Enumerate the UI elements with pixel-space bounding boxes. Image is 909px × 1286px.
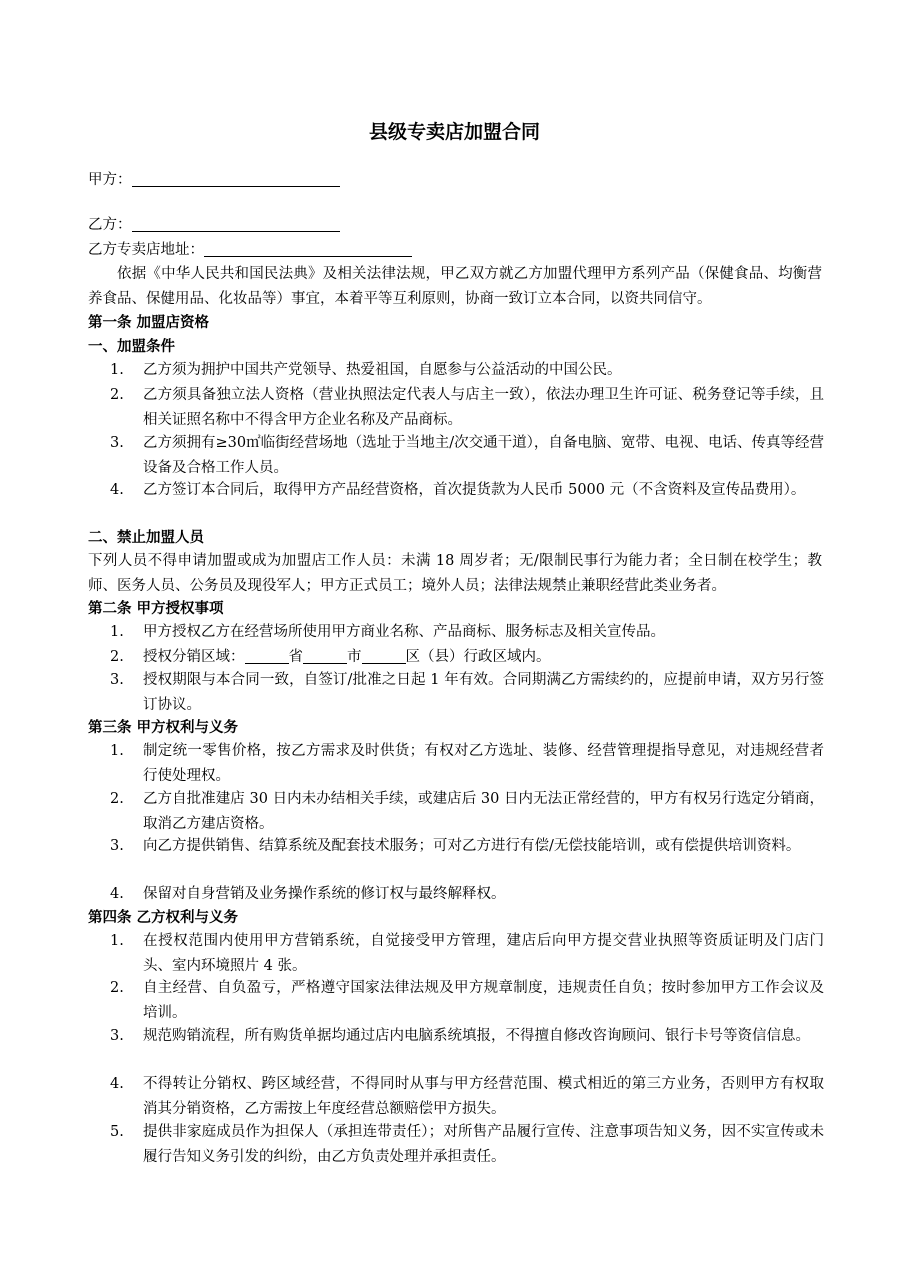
list-item [110,383,824,432]
document-title: 县级专卖店加盟合同 [368,121,540,143]
prohibited-persons-text: 下列人员不得申请加盟或成为加盟店工作人员：未满 18 周岁者；无/限制民事行为能力者；全日制在校学生；教师、医务人员、公务员及现役军人；甲方正式员工；境外人员；法律法规禁止兼职经营此类业务者。 [88,553,822,594]
item-number: 1. [110,743,124,759]
item-number: 3. [110,1028,124,1044]
city-label: 市 [347,649,362,665]
list-item [110,787,824,836]
item-number: 2. [110,791,124,807]
item-text: 乙方签订本合同后，取得甲方产品经营资格，首次提货款为人民币 5000 元（不含资料及宣传品费用）。 [143,482,806,498]
article-4-heading: 第四条 乙方权利与义务 [88,909,239,926]
item-number: 4. [110,482,124,498]
item-number: 2. [110,649,124,665]
district-label: 区（县）行政区域内。 [405,649,551,665]
article-3-heading: 第三条 甲方权利与义务 [88,719,239,736]
item-text: 乙方须为拥护中国共产党领导、热爱祖国，自愿参与公益活动的中国公民。 [143,362,622,378]
province-blank [245,648,289,664]
item-text [143,645,824,670]
party-a-label: 甲方： [88,172,132,188]
item-text: 自主经营、自负盈亏，严格遵守国家法律法规及甲方规章制度，违规责任自负；按时参加甲方工作会议及培训。 [143,980,824,1021]
item-number: 3. [110,435,124,451]
party-b-label: 乙方： [88,217,132,233]
article-2-heading: 第二条 甲方授权事项 [88,600,224,617]
item-text: 乙方须具备独立法人资格（营业执照法定代表人与店主一致），依法办理卫生许可证、税务登记等手续，且相关证照名称中不得含甲方企业名称及产品商标。 [143,387,824,428]
item-text: 保留对自身营销及业务操作系统的修订权与最终解释权。 [143,886,506,902]
item-number: 1. [110,362,124,378]
list-item [110,620,824,645]
list-item [110,929,824,978]
list-item [110,1120,824,1169]
item-text: 乙方自批准建店 30 日内未办结相关手续，或建店后 30 日内无法正常经营的，甲方有权另行选定分销商，取消乙方建店资格。 [143,791,824,832]
list-item [110,976,824,1025]
article-1-sub2-heading: 二、禁止加盟人员 [88,529,204,546]
item-text: 规范购销流程，所有购货单据均通过店内电脑系统填报，不得擅自修改咨询顾问、银行卡号等资信信息。 [143,1028,810,1044]
party-a-blank [132,170,340,187]
province-label: 省 [288,649,303,665]
item-number: 5. [110,1124,124,1140]
article-1-sub1-heading: 一、加盟条件 [88,338,175,355]
list-item [110,882,824,907]
item-text: 授权期限与本合同一致，自签订/批准之日起 1 年有效。合同期满乙方需续约的，应提前申请，双方另行签订协议。 [143,672,824,713]
list-item [110,431,824,480]
store-address-label: 乙方专卖店地址： [88,242,204,258]
city-blank [303,648,347,664]
item-number: 2. [110,980,124,996]
item-text: 提供非家庭成员作为担保人（承担连带责任）；对所售产品履行宣传、注意事项告知义务，因不实宣传或未履行告知义务引发的纠纷，由乙方负责处理并承担责任。 [143,1124,824,1165]
district-blank [362,648,406,664]
party-b-blank [132,215,340,232]
party-a-line [88,168,340,192]
preamble-paragraph: 依据《中华人民共和国民法典》及相关法律法规，甲乙双方就乙方加盟代理甲方系列产品（保健食品、均衡营养食品、保健用品、化妆品等）事宜，本着平等互利原则，协商一致订立本合同，以资共同信守。 [88,266,822,307]
list-item [110,668,824,717]
item-text: 甲方授权乙方在经营场所使用甲方商业名称、产品商标、服务标志及相关宣传品。 [143,624,665,640]
region-prefix: 授权分销区域： [143,649,245,665]
list-item [110,358,824,383]
list-item [110,1072,824,1121]
item-text: 向乙方提供销售、结算系统及配套技术服务；可对乙方进行有偿/无偿技能培训，或有偿提供培训资料。 [143,838,801,854]
item-number: 3. [110,672,124,688]
store-address-line [88,238,412,262]
item-number: 4. [110,886,124,902]
item-number: 3. [110,838,124,854]
list-item [110,1024,824,1049]
item-text: 在授权范围内使用甲方营销系统，自觉接受甲方管理，建店后向甲方提交营业执照等资质证明及门店门头、室内环境照片 4 张。 [143,933,824,974]
item-number: 2. [110,387,124,403]
list-item [110,739,824,788]
item-text: 乙方须拥有≥30㎡临街经营场地（选址于当地主/次交通干道），自备电脑、宽带、电视、电话、传真等经营设备及合格工作人员。 [143,435,824,476]
article-1-heading: 第一条 加盟店资格 [88,314,210,331]
item-text: 制定统一零售价格，按乙方需求及时供货；有权对乙方选址、装修、经营管理提指导意见，对违规经营者行使处理权。 [143,743,824,784]
store-address-blank [204,240,412,257]
list-item-region [110,645,824,670]
item-text: 不得转让分销权、跨区域经营，不得同时从事与甲方经营范围、模式相近的第三方业务，否则甲方有权取消其分销资格，乙方需按上年度经营总额赔偿甲方损失。 [143,1076,824,1117]
item-number: 1. [110,624,124,640]
item-number: 4. [110,1076,124,1092]
party-b-line [88,213,340,237]
list-item [110,834,824,859]
item-number: 1. [110,933,124,949]
list-item [110,478,824,503]
